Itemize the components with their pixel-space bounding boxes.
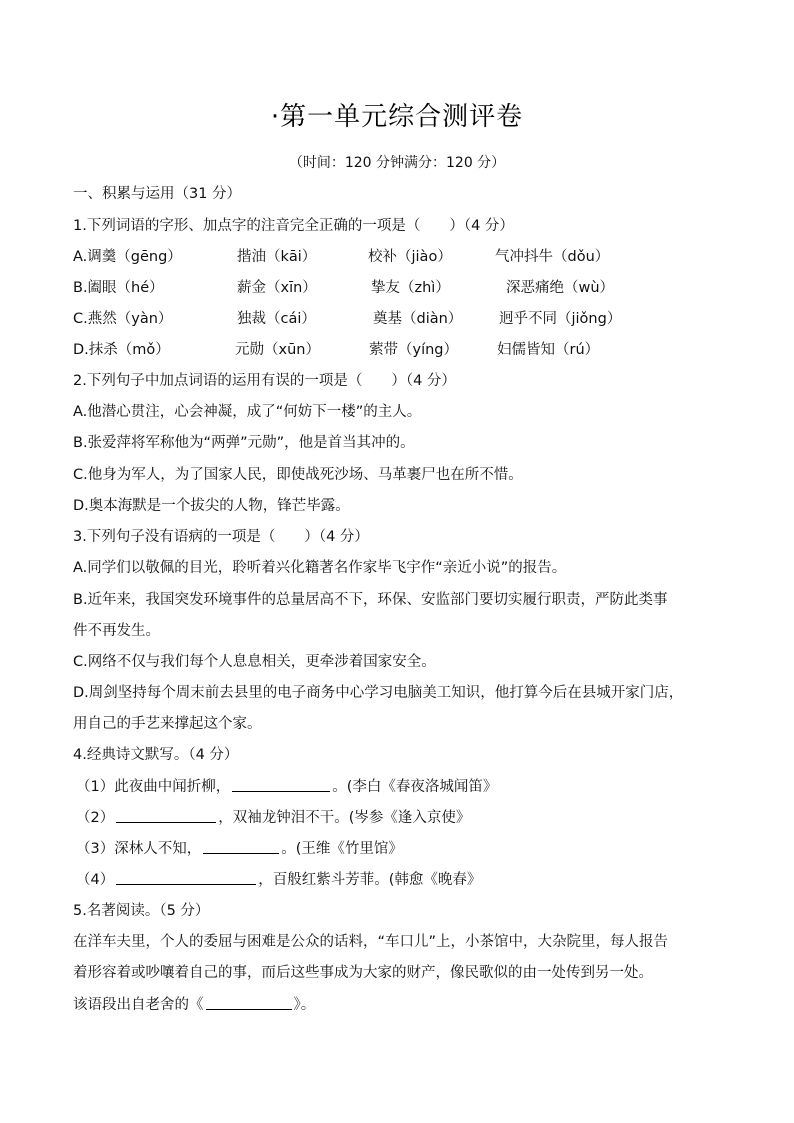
poem-line: 此夜曲中闻折柳， xyxy=(114,779,231,795)
item-number: （2） xyxy=(76,810,115,826)
poem-line: 深林人不知， xyxy=(114,841,202,857)
item-number: （3） xyxy=(76,841,115,857)
word-item: 挚友（zhì） xyxy=(371,280,450,296)
word-item: 薪金（xīn） xyxy=(237,280,317,296)
word-item: 元勋（xūn） xyxy=(235,342,320,358)
answer-blank[interactable] xyxy=(232,776,330,792)
question-3-stem: 3.下列句子没有语病的一项是（ ）（4 分） xyxy=(73,529,369,545)
word-item: C.燕然（yàn） xyxy=(73,311,173,327)
question-5-prompt xyxy=(73,994,315,1015)
question-3-option-d-cont: 用自己的手艺来撑起这个家。 xyxy=(73,716,262,732)
question-3-option-d: D.周剑坚持每个周末前去县里的电子商务中心学习电脑美工知识，他打算今后在县城开家门店， xyxy=(73,685,684,701)
question-2-option-a: A.他潜心贯注，心会神凝，成了“何妨下一楼”的主人。 xyxy=(73,404,422,420)
answer-blank[interactable] xyxy=(116,869,256,885)
poem-source: 。(王维《竹里馆》 xyxy=(281,841,403,857)
answer-blank[interactable] xyxy=(206,994,292,1010)
item-number: （1） xyxy=(76,779,115,795)
question-5-stem: 5.名著阅读。（5 分） xyxy=(73,903,210,919)
word-item: 迥乎不同（jiǒng） xyxy=(499,311,622,327)
word-item: B.阖眼（hé） xyxy=(73,280,164,296)
word-item: 独裁（cái） xyxy=(237,311,316,327)
passage-line: 在洋车夫里，个人的委屈与困难是公众的话料，“车口儿”上，小茶馆中，大杂院里，每人报告 xyxy=(73,934,669,950)
word-item: 萦带（yíng） xyxy=(369,342,459,358)
poem-line: ，双袖龙钟泪不干。(岑参《逢入京使》 xyxy=(218,810,471,826)
question-2-option-b: B.张爱萍将军称他为“两弹”元勋”，他是首当其冲的。 xyxy=(73,435,415,451)
question-3-option-b: B.近年来，我国突发环境事件的总量居高不下，环保、安监部门要切实履行职责，严防此类事 xyxy=(73,592,668,608)
question-3-option-b-cont: 件不再发生。 xyxy=(73,623,160,639)
question-2-stem: 2.下列句子中加点词语的运用有误的一项是（ ）（4 分） xyxy=(73,373,456,389)
poem-source: 。(李白《春夜洛城闻笛》 xyxy=(332,779,498,795)
question-1-stem: 1.下列词语的字形、加点字的注音完全正确的一项是（ ）（4 分） xyxy=(73,218,514,234)
answer-blank[interactable] xyxy=(116,807,216,823)
passage-line: 着形容着或吵嚷着自己的事，而后这些事成为大家的财产，像民歌似的由一处传到另一处。 xyxy=(73,965,653,981)
recitation-item-3 xyxy=(76,838,403,859)
word-item: D.抹杀（mǒ） xyxy=(73,342,170,358)
recitation-item-2 xyxy=(76,807,470,828)
question-4-stem: 4.经典诗文默写。（4 分） xyxy=(73,747,239,763)
word-item: 奠基（diàn） xyxy=(373,311,463,327)
question-1-option-row-b xyxy=(73,278,733,298)
question-2-option-c: C.他身为军人，为了国家人民，即使战死沙场、马革裹尸也在所不惜。 xyxy=(73,467,523,483)
word-item: 揩油（kāi） xyxy=(237,249,317,265)
page-title: ·第一单元综合测评卷 xyxy=(270,102,524,132)
item-number: （4） xyxy=(76,872,115,888)
answer-blank[interactable] xyxy=(203,838,279,854)
word-item: 校补（jiào） xyxy=(368,249,452,265)
prompt-text: 该语段出自老舍的《 xyxy=(73,997,204,1013)
question-3-option-a: A.同学们以敬佩的目光，聆听着兴化籍著名作家毕飞宇作“亲近小说”的报告。 xyxy=(73,560,567,576)
word-item: 深恶痛绝（wù） xyxy=(506,280,615,296)
word-item: 气冲抖牛（dǒu） xyxy=(495,249,610,265)
question-1-option-row-a xyxy=(73,247,733,267)
word-item: 妇儒皆知（rú） xyxy=(497,342,600,358)
prompt-text: 》。 xyxy=(293,997,316,1013)
exam-time-score: （时间：120 分钟满分：120 分） xyxy=(288,155,506,171)
recitation-item-1 xyxy=(76,776,497,797)
question-1-option-row-c xyxy=(73,309,733,329)
question-3-option-c: C.网络不仅与我们每个人息息相关，更牵涉着国家安全。 xyxy=(73,654,436,670)
section-heading: 一、积累与运用（31 分） xyxy=(73,186,242,202)
recitation-item-4 xyxy=(76,869,481,890)
word-item: A.调羹（gēng） xyxy=(73,249,182,265)
question-1-option-row-d xyxy=(73,340,733,360)
question-2-option-d: D.奥本海默是一个拔尖的人物，锋芒毕露。 xyxy=(73,498,350,514)
poem-line: ，百般红紫斗芳菲。(韩愈《晚春》 xyxy=(258,872,482,888)
